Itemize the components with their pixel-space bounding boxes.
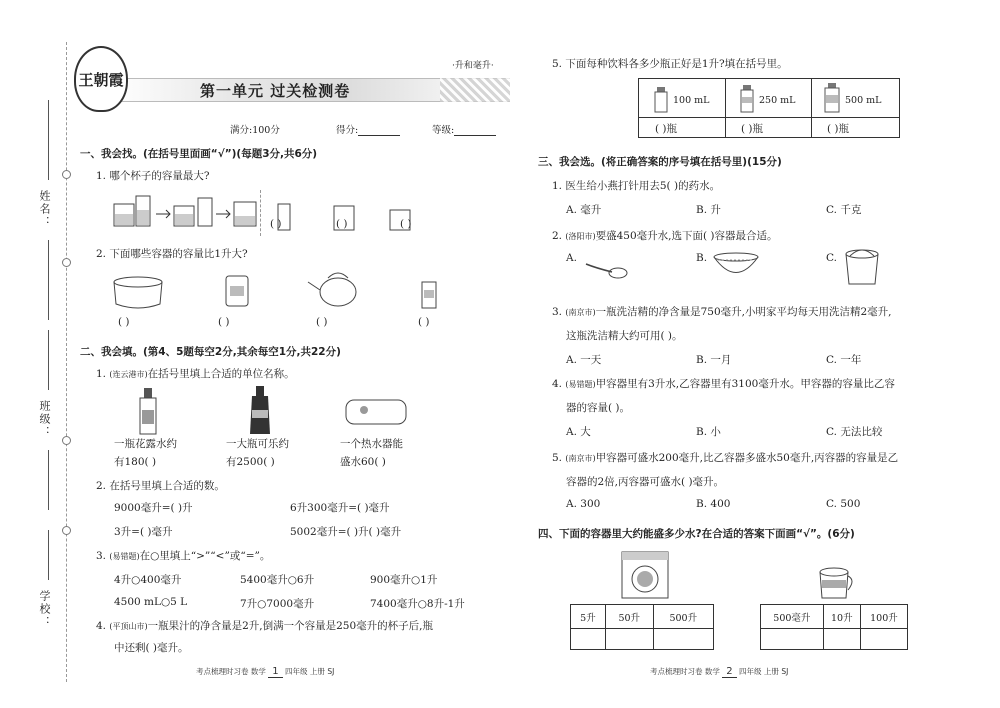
choice-2-option-b[interactable]: B.: [696, 252, 708, 264]
answer-cell[interactable]: [860, 629, 907, 650]
bottle-icon: [823, 83, 841, 113]
fill-item-2-line2[interactable]: 有2500( ): [226, 456, 275, 468]
score-field: 得分:: [336, 122, 400, 136]
footer-right: 考点梳理时习卷 数学 2 四年级 上册 SJ: [650, 666, 789, 677]
binding-hole: [62, 526, 71, 535]
question-2-3: 3. (易错题)在○里填上“>”“<”或“=”。: [96, 550, 271, 562]
binding-dashed-line: [66, 42, 67, 682]
table-header: 5升: [571, 605, 606, 629]
page-title: 第一单元 过关检测卷: [200, 82, 351, 100]
choice-3: 3. (南京市)一瓶洗洁精的净含量是750毫升,小明家平均每天用洗洁精2毫升,: [552, 306, 892, 318]
answer-paren[interactable]: ( ): [270, 218, 282, 230]
table-header: 100升: [860, 605, 907, 629]
choice-5-cont[interactable]: 容器的2倍,丙容器可盛水( )毫升。: [566, 476, 725, 488]
choice-1: 1. 医生给小燕打针用去5( )的药水。: [552, 180, 721, 192]
bottle-answer[interactable]: ( )瓶: [655, 123, 678, 135]
binding-hole: [62, 258, 71, 267]
conversion-1[interactable]: 9000毫升=( )升: [114, 502, 193, 514]
divider: [260, 190, 261, 236]
choice-5-option-c[interactable]: C. 500: [826, 498, 861, 510]
name-line: [48, 100, 49, 180]
banner-pattern: [440, 78, 510, 102]
bottle-volume: 500 mL: [845, 95, 882, 106]
answer-cell[interactable]: [823, 629, 860, 650]
choice-3-option-b[interactable]: B. 一月: [696, 354, 732, 366]
choice-2: 2. (洛阳市)要盛450毫升水,选下面( )容器最合适。: [552, 230, 778, 242]
full-score: 满分:100分: [230, 125, 280, 136]
name-line: [48, 240, 49, 320]
page-number: 1: [268, 666, 282, 678]
table-header: 500毫升: [761, 605, 824, 629]
answer-cell[interactable]: [653, 629, 713, 650]
fill-item-2-line1: 一大瓶可乐约: [226, 438, 289, 450]
three-cups-illustration: [270, 200, 440, 232]
answer-paren[interactable]: ( ): [336, 218, 348, 230]
answer-cell[interactable]: [571, 629, 606, 650]
section-4-title: 四、下面的容器里大约能盛多少水?在合适的答案下面画“√”。(6分): [538, 528, 855, 540]
fill-item-3-line1: 一个热水器能: [340, 438, 403, 450]
compare-5[interactable]: 7升○7000毫升: [240, 598, 315, 610]
unit-tag: ·升和毫升·: [452, 61, 494, 71]
conversion-2[interactable]: 6升300毫升=( )毫升: [290, 502, 390, 514]
choice-4-option-b[interactable]: B. 小: [696, 426, 721, 438]
bottle-answer[interactable]: ( )瓶: [741, 123, 764, 135]
question-2-1: 1. (连云港市)在括号里填上合适的单位名称。: [96, 368, 295, 380]
answer-paren[interactable]: ( ): [316, 316, 328, 328]
table-header: 500升: [653, 605, 713, 629]
answer-paren[interactable]: ( ): [400, 218, 412, 230]
choice-3-cont[interactable]: 这瓶洗洁精大约可用( )。: [566, 330, 683, 342]
choice-1-option-a[interactable]: A. 毫升: [566, 204, 602, 216]
choice-4-option-a[interactable]: A. 大: [566, 426, 591, 438]
washing-machine-icon: [620, 550, 670, 600]
choice-3-option-a[interactable]: A. 一天: [566, 354, 602, 366]
answer-paren[interactable]: ( ): [418, 316, 430, 328]
containers-illustration: [110, 268, 470, 312]
answer-cell[interactable]: [605, 629, 653, 650]
question-1-1: 1. 哪个杯子的容量最大?: [96, 170, 210, 182]
fill-item-1-line2[interactable]: 有180( ): [114, 456, 157, 468]
section-1-title: 一、我会找。(在括号里面画“√”)(每题3分,共6分): [80, 148, 318, 160]
question-2-2: 2. 在括号里填上合适的数。: [96, 480, 225, 492]
brand-logo: 王朝霞: [74, 46, 128, 112]
choice-1-option-b[interactable]: B. 升: [696, 204, 721, 216]
spoon-icon: [584, 258, 630, 280]
compare-3[interactable]: 900毫升○1升: [370, 574, 438, 586]
answer-cell[interactable]: [761, 629, 824, 650]
choice-2-option-c[interactable]: C.: [826, 252, 837, 264]
choice-4-cont[interactable]: 器的容量( )。: [566, 402, 631, 414]
bottle-volume: 100 mL: [673, 95, 710, 106]
compare-4[interactable]: 4500 mL○5 L: [114, 596, 188, 608]
bottle-volume: 250 mL: [759, 95, 796, 106]
table-header: 10升: [823, 605, 860, 629]
bottle-icon: [653, 87, 669, 113]
footer-left: 考点梳理时习卷 数学 1 四年级 上册 SJ: [196, 666, 335, 677]
question-2-4-cont[interactable]: 中还剩( )毫升。: [114, 642, 189, 654]
section-2-title: 二、我会填。(第4、5题每空2分,其余每空1分,共22分): [80, 346, 341, 358]
fill-item-1-line1: 一瓶花露水约: [114, 438, 177, 450]
bowl-icon: [712, 252, 760, 278]
choice-5: 5. (南京市)甲容器可盛水200毫升,比乙容器多盛水50毫升,丙容器的容量是乙: [552, 452, 899, 464]
name-label: 姓名：: [38, 190, 51, 229]
binding-hole: [62, 170, 71, 179]
school-label: 学校：: [38, 590, 51, 629]
choice-2-option-a[interactable]: A.: [566, 252, 577, 264]
question-2-5: 5. 下面每种饮料各多少瓶正好是1升?填在括号里。: [552, 58, 788, 70]
bottle-table: [638, 78, 900, 138]
question-1-2: 2. 下面哪些容器的容量比1升大?: [96, 248, 248, 260]
conversion-4[interactable]: 5002毫升=( )升( )毫升: [290, 526, 402, 538]
question-2-4: 4. (平顶山市)一瓶果汁的净含量是2升,倒满一个容量是250毫升的杯子后,瓶: [96, 620, 434, 632]
cup-pouring-illustration: [110, 192, 260, 230]
section-3-title: 三、我会选。(将正确答案的序号填在括号里)(15分): [538, 156, 782, 168]
choice-1-option-c[interactable]: C. 千克: [826, 204, 862, 216]
bottle-answer[interactable]: ( )瓶: [827, 123, 850, 135]
choice-5-option-b[interactable]: B. 400: [696, 498, 731, 510]
choice-3-option-c[interactable]: C. 一年: [826, 354, 862, 366]
class-line: [48, 330, 49, 390]
class-label: 班级：: [38, 400, 51, 439]
choice-5-option-a[interactable]: A. 300: [566, 498, 601, 510]
answer-paren[interactable]: ( ): [218, 316, 230, 328]
page-number: 2: [722, 666, 736, 678]
compare-1[interactable]: 4升○400毫升: [114, 574, 182, 586]
binding-hole: [62, 436, 71, 445]
fill-item-3-line2[interactable]: 盛水60( ): [340, 456, 386, 468]
answer-paren[interactable]: ( ): [118, 316, 130, 328]
class-line: [48, 450, 49, 510]
compare-6[interactable]: 7400毫升○8升-1升: [370, 598, 465, 610]
conversion-3[interactable]: 3升=( )毫升: [114, 526, 173, 538]
school-line: [48, 530, 49, 580]
choice-4-option-c[interactable]: C. 无法比较: [826, 426, 883, 438]
fill-items-illustration: [130, 384, 430, 436]
answer-table-2: [760, 604, 908, 650]
mug-icon: [814, 566, 858, 602]
table-header: 50升: [605, 605, 653, 629]
grade-field: 等级:: [432, 122, 496, 136]
bottle-icon: [739, 85, 755, 113]
choice-4: 4. (易错题)甲容器里有3升水,乙容器里有3100毫升水。甲容器的容量比乙容: [552, 378, 895, 390]
answer-table-1: [570, 604, 714, 650]
compare-2[interactable]: 5400毫升○6升: [240, 574, 315, 586]
bucket-icon: [842, 248, 882, 288]
